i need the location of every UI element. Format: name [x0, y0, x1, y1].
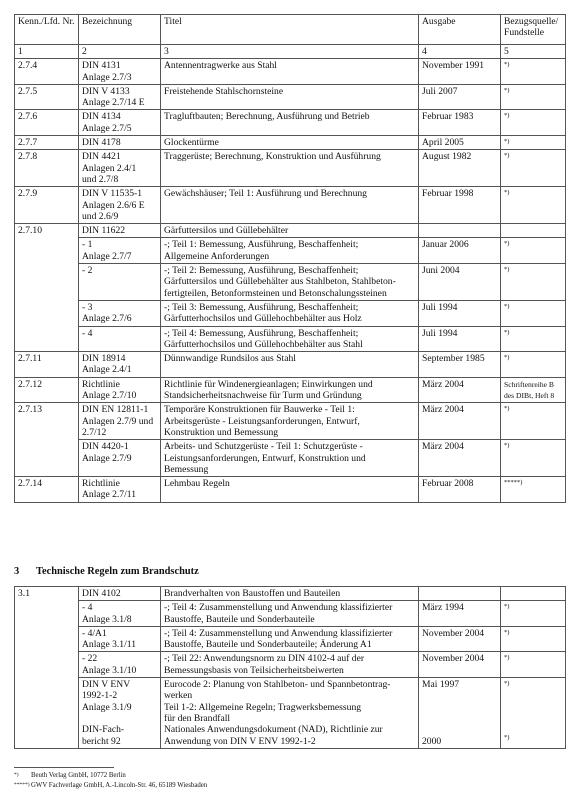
bez-line: Anlage 2.7/9: [82, 452, 132, 464]
table-row: [15, 440, 566, 477]
row-titel: [161, 300, 419, 326]
row-fundstelle: *): [501, 652, 566, 678]
table-row: [15, 626, 566, 652]
row-ausgabe: [419, 587, 501, 601]
bez-line: Anlagen 2.7/9 und: [82, 415, 154, 427]
row-bezeichnung: [79, 626, 161, 652]
bez-line: und 2.6/9: [82, 210, 119, 222]
row-fundstelle: *): [501, 110, 566, 136]
table-row: [15, 136, 566, 150]
row-nr: 2.7.5: [15, 84, 79, 110]
row-nr: 2.7.10: [15, 224, 79, 352]
title-line: Bemessungsbasis von Teilsicherheitsbeiwerten: [164, 664, 344, 676]
row-titel: [161, 326, 419, 352]
row-ausgabe: März 1994: [419, 601, 501, 627]
row-titel: Gärfuttersilos und Güllebehälter: [161, 224, 419, 238]
table-row: [15, 326, 566, 352]
bez-line: DIN 4134: [82, 111, 121, 123]
row-ausgabe: März 2004: [419, 403, 501, 440]
row-ausgabe: Januar 2006: [419, 238, 501, 264]
header-bezugsquelle: [501, 15, 566, 45]
title-line: -; Teil 4: Zusammenstellung und Anwendung klassifizierter: [164, 602, 393, 614]
date-line: Mai 1997: [422, 679, 460, 691]
footnote-marker: *****): [14, 782, 30, 788]
table-row: [15, 477, 566, 503]
row-nr: 2.7.11: [15, 352, 79, 378]
row-titel: [161, 601, 419, 627]
header-bezeichnung: Bezeichnung: [79, 15, 161, 45]
table-header-row: [15, 15, 566, 45]
row-titel: [161, 84, 419, 110]
table-row: [15, 224, 566, 238]
row-bezeichnung: [79, 187, 161, 224]
bez-line: DIN V 11535-1: [82, 188, 143, 200]
row-fundstelle: *): [501, 601, 566, 627]
title-line: -; Teil 4: Bemessung, Ausführung, Beschaffenheit;: [164, 327, 359, 339]
table-row: [15, 84, 566, 110]
row-ausgabe: Februar 2008: [419, 477, 501, 503]
row-fundstelle: *): [501, 626, 566, 652]
bez-line: - 1: [82, 239, 93, 251]
bez-line: Anlage 3.1/11: [82, 639, 136, 651]
row-fundstelle: *): [501, 264, 566, 301]
title-line: Anwendung von DIN V ENV 1992-1-2: [164, 735, 316, 747]
footnote: [14, 771, 126, 780]
bez-line: und 2.7/8: [82, 173, 119, 185]
row-bezeichnung: [79, 477, 161, 503]
title-line: Arbeits- und Schutzgerüste - Teil 1: Schutzgerüste -: [164, 441, 363, 453]
row-nr: 2.7.7: [15, 136, 79, 150]
row-ausgabe: Juli 2007: [419, 84, 501, 110]
row-ausgabe: November 1991: [419, 59, 501, 85]
bez-line: - 3: [82, 301, 93, 313]
bez-line: 2.7/12: [82, 426, 107, 438]
table-row: [15, 377, 566, 403]
bez-line: - 4: [82, 602, 93, 614]
row-bezeichnung: [79, 652, 161, 678]
row-fundstelle: *): [501, 440, 566, 477]
source-line: des DIBt, Heft 8: [504, 390, 555, 400]
table-row: [15, 264, 566, 301]
title-line: -; Teil 4: Zusammenstellung und Anwendung klassifizierter: [164, 627, 393, 639]
table-row: [15, 601, 566, 627]
bez-line: Anlage 2.4/1: [82, 364, 132, 376]
section-number: 3: [14, 566, 20, 577]
row-nr: 2.7.9: [15, 187, 79, 224]
table-row: [15, 652, 566, 678]
row-ausgabe: Juli 1994: [419, 326, 501, 352]
row-bezeichnung: [79, 150, 161, 187]
row-nr: 2.7.6: [15, 110, 79, 136]
row-fundstelle: *): [501, 150, 566, 187]
title-line: Antennentragwerke aus Stahl: [164, 60, 277, 72]
bez-line: Anlage 3.1/10: [82, 664, 137, 676]
title-line: Baustoffe, Bauteile und Sonderbauteile; Änderung A1: [164, 639, 372, 651]
footnote-text: GWV Fachverlage GmbH, A.-Lincoln-Str. 46, 65189 Wiesbaden: [31, 782, 208, 789]
bez-line: Anlage 3.1/8: [82, 613, 132, 625]
title-line: Freistehende Stahlschornsteine: [164, 85, 284, 97]
row-fundstelle: [501, 587, 566, 601]
bez-line: Anlagen 2.4/1: [82, 162, 137, 174]
row-titel: [161, 440, 419, 477]
table-row: [15, 587, 566, 601]
row-fundstelle: *): [501, 59, 566, 85]
row-fundstelle: [501, 678, 566, 749]
row-bezeichnung: [79, 136, 161, 150]
colnum-5: 5: [501, 45, 566, 59]
bez-line: Richtlinie: [82, 478, 120, 490]
table-row: [15, 187, 566, 224]
source-line: *): [504, 734, 510, 742]
title-line: Gärfuttersilos und Güllebehälter aus Stahlbeton, Stahlbeton-: [164, 276, 396, 288]
bez-line: DIN V ENV: [82, 679, 131, 691]
row-ausgabe: Februar 1998: [419, 187, 501, 224]
table-row: [15, 300, 566, 326]
row-nr: 2.7.14: [15, 477, 79, 503]
regulations-table: [14, 14, 566, 503]
header-bezugsquelle-l1: Bezugsquelle/: [504, 16, 559, 27]
row-titel: Brandverhalten von Baustoffen und Bauteilen: [161, 587, 419, 601]
row-ausgabe: Juni 2004: [419, 264, 501, 301]
bez-line: Anlage 2.7/10: [82, 390, 137, 402]
colnum-1: 1: [15, 45, 79, 59]
bez-line: bericht 92: [82, 735, 121, 747]
row-bezeichnung: [79, 377, 161, 403]
row-ausgabe: März 2004: [419, 377, 501, 403]
row-titel: [161, 352, 419, 378]
table-row: [15, 352, 566, 378]
title-line: Temporäre Konstruktionen für Bauwerke - Teil 1:: [164, 404, 355, 416]
title-line: Dünnwandige Rundsilos aus Stahl: [164, 353, 296, 365]
bez-line: DIN 4178: [82, 137, 121, 149]
row-bezeichnung: [79, 84, 161, 110]
colnum-2: 2: [79, 45, 161, 59]
bez-line: Anlage 2.7/7: [82, 250, 132, 262]
row-ausgabe: August 1982: [419, 150, 501, 187]
bez-line: Anlage 2.7/11: [82, 489, 136, 501]
title-line: Konstruktion und Bemessung: [164, 426, 279, 438]
title-line: Baustoffe, Bauteile und Sonderbauteile: [164, 613, 315, 625]
row-fundstelle: *): [501, 300, 566, 326]
table-row: [15, 678, 566, 749]
title-line: Lehmbau Regeln: [164, 478, 230, 490]
title-line: -; Teil 3: Bemessung, Ausführung, Beschaffenheit;: [164, 301, 359, 313]
row-titel: [161, 264, 419, 301]
row-nr: 2.7.4: [15, 59, 79, 85]
row-titel: [161, 678, 419, 749]
row-nr: 2.7.8: [15, 150, 79, 187]
row-nr: 2.7.13: [15, 403, 79, 477]
date-line: 2000: [422, 735, 442, 747]
row-bezeichnung: [79, 300, 161, 326]
title-line: Arbeitsgerüste - Leistungsanforderungen, Entwurf,: [164, 415, 360, 427]
section-title: Technische Regeln zum Brandschutz: [36, 566, 199, 577]
row-fundstelle: *): [501, 136, 566, 150]
title-line: Traggerüste; Berechnung, Konstruktion und Ausführung: [164, 151, 381, 163]
table-row: [15, 110, 566, 136]
header-bezugsquelle-l2: Fundstelle: [504, 27, 544, 39]
row-fundstelle: *): [501, 238, 566, 264]
row-fundstelle: *): [501, 352, 566, 378]
title-line: werken: [164, 690, 193, 702]
row-bezeichnung: DIN 4102: [79, 587, 161, 601]
row-titel: [161, 187, 419, 224]
title-line: -; Teil 1: Bemessung, Ausführung, Beschaffenheit;: [164, 239, 359, 251]
bez-line: DIN 4420-1: [82, 441, 129, 453]
title-line: -; Teil 2: Bemessung, Ausführung, Beschaffenheit;: [164, 265, 359, 277]
bez-line: Anlagen 2.6/6 E: [82, 199, 145, 211]
row-bezeichnung: - 2: [79, 264, 161, 301]
row-nr: 2.7.12: [15, 377, 79, 403]
row-titel: [161, 59, 419, 85]
bez-line: DIN-Fach-: [82, 724, 125, 736]
title-line: Standsicherheitsnachweise für Turm und Gründung: [164, 390, 362, 402]
colnum-4: 4: [419, 45, 501, 59]
title-line: Allgemeine Anforderungen: [164, 250, 270, 262]
row-titel: [161, 652, 419, 678]
table-row: [15, 59, 566, 85]
footnote-marker: *): [14, 772, 19, 778]
header-titel: Titel: [161, 15, 419, 45]
table-row: [15, 403, 566, 440]
bez-line: Anlage 2.7/14 E: [82, 97, 145, 109]
row-fundstelle: *****): [501, 477, 566, 503]
row-titel: [161, 626, 419, 652]
row-bezeichnung: [79, 110, 161, 136]
table-row: [15, 238, 566, 264]
bez-line: DIN 4421: [82, 151, 121, 163]
row-ausgabe: November 2004: [419, 626, 501, 652]
bez-line: DIN V 4133: [82, 85, 130, 97]
bez-line: DIN 18914: [82, 353, 126, 365]
row-titel: [161, 136, 419, 150]
row-ausgabe: November 2004: [419, 652, 501, 678]
row-bezeichnung: DIN 11622: [79, 224, 161, 238]
source-line: Schriftenreihe B: [504, 379, 554, 389]
row-fundstelle: *): [501, 326, 566, 352]
fire-protection-table: [14, 586, 566, 749]
title-line: Richtlinie für Windenergieanlagen; Einwirkungen und: [164, 378, 373, 390]
row-ausgabe: Februar 1983: [419, 110, 501, 136]
row-bezeichnung: [79, 678, 161, 749]
title-line: Teil 1-2: Allgemeine Regeln; Tragwerksbemessung: [164, 701, 362, 713]
bez-line: DIN EN 12811-1: [82, 404, 149, 416]
title-line: fertigteilen, Betonformsteinen und Betonschalungssteinen: [164, 287, 387, 299]
row-bezeichnung: [79, 59, 161, 85]
row-bezeichnung: [79, 238, 161, 264]
row-bezeichnung: [79, 601, 161, 627]
column-number-row: [15, 45, 566, 59]
title-line: Gewächshäuser; Teil 1: Ausführung und Berechnung: [164, 188, 367, 200]
header-ausgabe: Ausgabe: [419, 15, 501, 45]
title-line: Gärfutterhochsilos und Güllehochbehälter aus Stahl: [164, 338, 363, 350]
footnote: [14, 781, 207, 790]
row-bezeichnung: [79, 403, 161, 440]
bez-line: Richtlinie: [82, 378, 120, 390]
row-titel: [161, 150, 419, 187]
row-ausgabe: [419, 678, 501, 749]
row-fundstelle: *): [501, 403, 566, 440]
colnum-3: 3: [161, 45, 419, 59]
row-ausgabe: März 2004: [419, 440, 501, 477]
row-ausgabe: September 1985: [419, 352, 501, 378]
row-titel: [161, 377, 419, 403]
row-ausgabe: [419, 224, 501, 238]
bez-line: DIN 4131: [82, 60, 121, 72]
row-ausgabe: April 2005: [419, 136, 501, 150]
title-line: für den Brandfall: [164, 712, 231, 724]
bez-line: 1992-1-2: [82, 690, 118, 702]
row-fundstelle: [501, 377, 566, 403]
footnote-text: Beuth Verlag GmbH, 10772 Berlin: [31, 772, 126, 779]
section-heading: [14, 566, 199, 577]
bez-line: Anlage 2.7/3: [82, 71, 132, 83]
row-fundstelle: *): [501, 84, 566, 110]
title-line: Leistungsanforderungen, Entwurf, Konstruktion und: [164, 452, 366, 464]
bez-line: Anlage 3.1/9: [82, 701, 132, 713]
row-fundstelle: *): [501, 187, 566, 224]
row-bezeichnung: - 4: [79, 326, 161, 352]
title-line: Bemessung: [164, 463, 209, 475]
title-line: -; Teil 22: Anwendungsnorm zu DIN 4102-4 auf der: [164, 653, 365, 665]
source-line: *): [504, 680, 510, 688]
row-bezeichnung: [79, 440, 161, 477]
bez-line: Anlage 2.7/6: [82, 313, 132, 325]
title-line: Glockentürme: [164, 137, 219, 149]
row-nr: 3.1: [15, 587, 79, 749]
title-line: Gärfutterhochsilos und Güllehochbehälter aus Holz: [164, 313, 362, 325]
row-bezeichnung: [79, 352, 161, 378]
row-titel: [161, 110, 419, 136]
row-titel: [161, 238, 419, 264]
title-line: Eurocode 2: Planung von Stahlbeton- und Spannbetontrag-: [164, 679, 391, 691]
row-fundstelle: [501, 224, 566, 238]
bez-line: - 4/A1: [82, 627, 107, 639]
table-row: [15, 150, 566, 187]
row-titel: [161, 477, 419, 503]
bez-line: - 22: [82, 653, 98, 665]
header-nr: Kenn./Lfd. Nr.: [15, 15, 79, 45]
row-titel: [161, 403, 419, 440]
bez-line: Anlage 2.7/5: [82, 122, 132, 134]
title-line: Tragluftbauten; Berechnung, Ausführung und Betrieb: [164, 111, 370, 123]
footnote-divider: [14, 767, 114, 768]
title-line: Nationales Anwendungsdokument (NAD), Richtlinie zur: [164, 724, 383, 736]
row-ausgabe: Juli 1994: [419, 300, 501, 326]
